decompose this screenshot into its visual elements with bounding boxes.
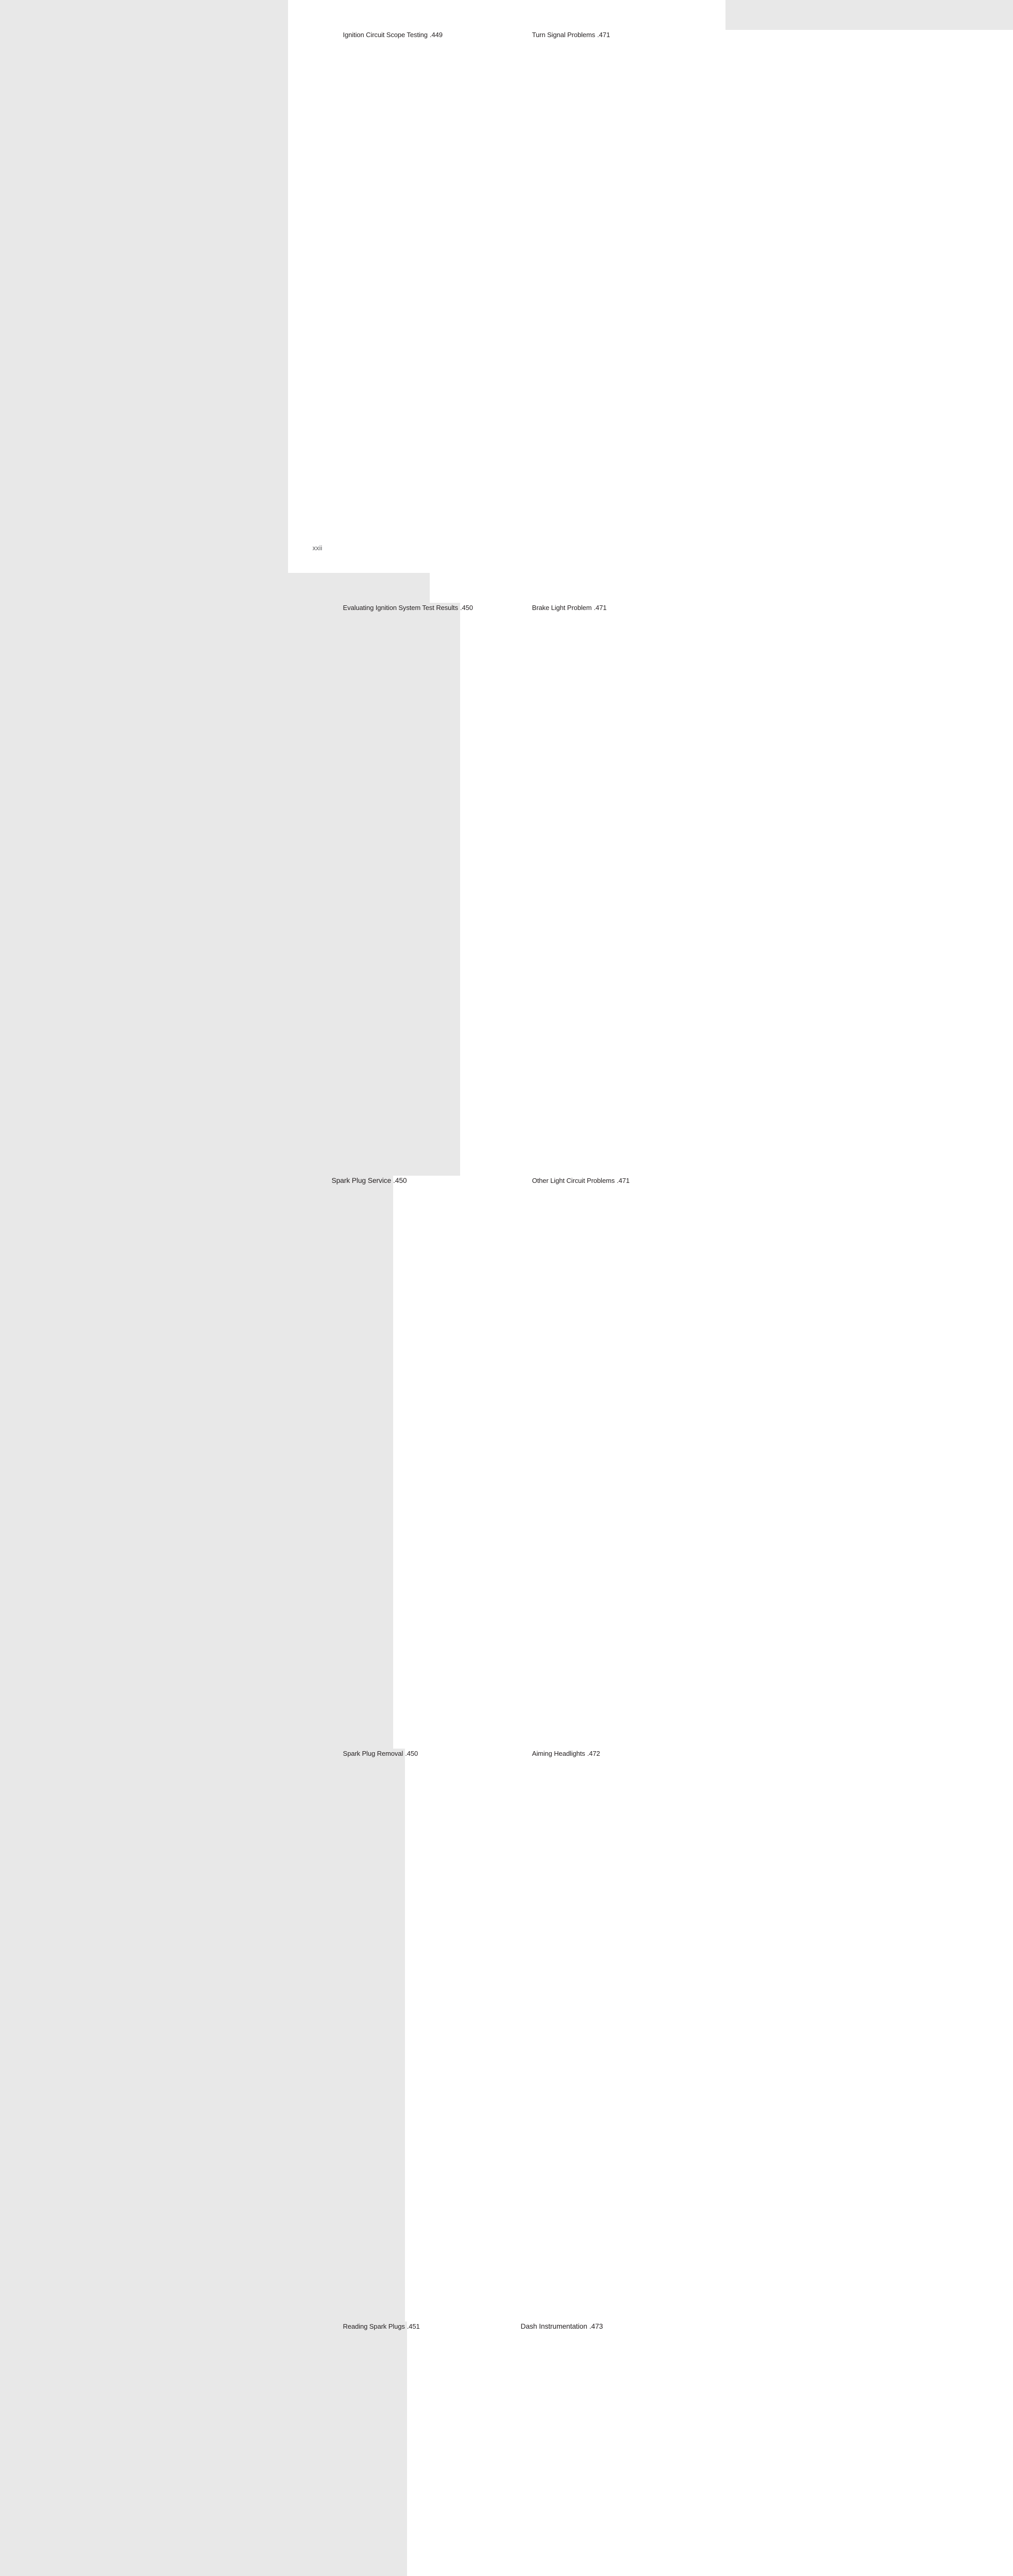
toc-entry-page-number: . 450	[460, 603, 898, 1176]
toc-entry-label: Ignition Circuit Scope Testing	[343, 31, 428, 39]
toc-entry-page-number: . 473	[589, 2321, 1013, 2576]
toc-entry	[320, 1176, 487, 1749]
toc-entry-page-number: . 471	[597, 30, 1013, 603]
toc-entry-page-number: . 451	[407, 2321, 845, 2576]
toc-entry	[320, 1749, 487, 2321]
toc-entry	[510, 30, 676, 603]
toc-entry	[510, 1176, 676, 1749]
toc-column-left	[320, 30, 487, 2576]
toc-entry-label: Evaluating Ignition System Test Results	[343, 604, 458, 612]
toc-entry-label: Turn Signal Problems	[532, 31, 596, 39]
toc-entry-page-number: . 471	[594, 603, 1013, 1176]
toc-entry-page-number: . 450	[405, 1749, 842, 2321]
toc-entry	[320, 30, 487, 603]
toc-entry-page-number: . 472	[587, 1749, 1013, 2321]
toc-entry-label: Reading Spark Plugs	[343, 2323, 405, 2330]
toc-entry	[510, 2321, 676, 2576]
toc-entry-label: Dash Instrumentation	[520, 2323, 587, 2330]
toc-entry-label: Spark Plug Removal	[343, 1750, 403, 1757]
toc-page	[288, 0, 725, 2330]
toc-entry-page-number: . 450	[393, 1176, 831, 1749]
toc-entry-label: Spark Plug Service	[331, 1177, 392, 1184]
toc-entry-label: Aiming Headlights	[532, 1750, 585, 1757]
toc-entry-page-number: . 471	[617, 1176, 1013, 1749]
toc-entry-label: Other Light Circuit Problems	[532, 1177, 615, 1184]
toc-entry-page-number: . 449	[430, 30, 867, 603]
toc-column-right	[510, 30, 676, 2576]
toc-entry	[510, 603, 676, 1176]
toc-entry-label: Brake Light Problem	[532, 604, 592, 612]
toc-entry	[320, 603, 487, 1176]
toc-entry	[320, 2321, 487, 2576]
folio-page-number: xxii	[312, 544, 323, 552]
toc-entry	[510, 1749, 676, 2321]
